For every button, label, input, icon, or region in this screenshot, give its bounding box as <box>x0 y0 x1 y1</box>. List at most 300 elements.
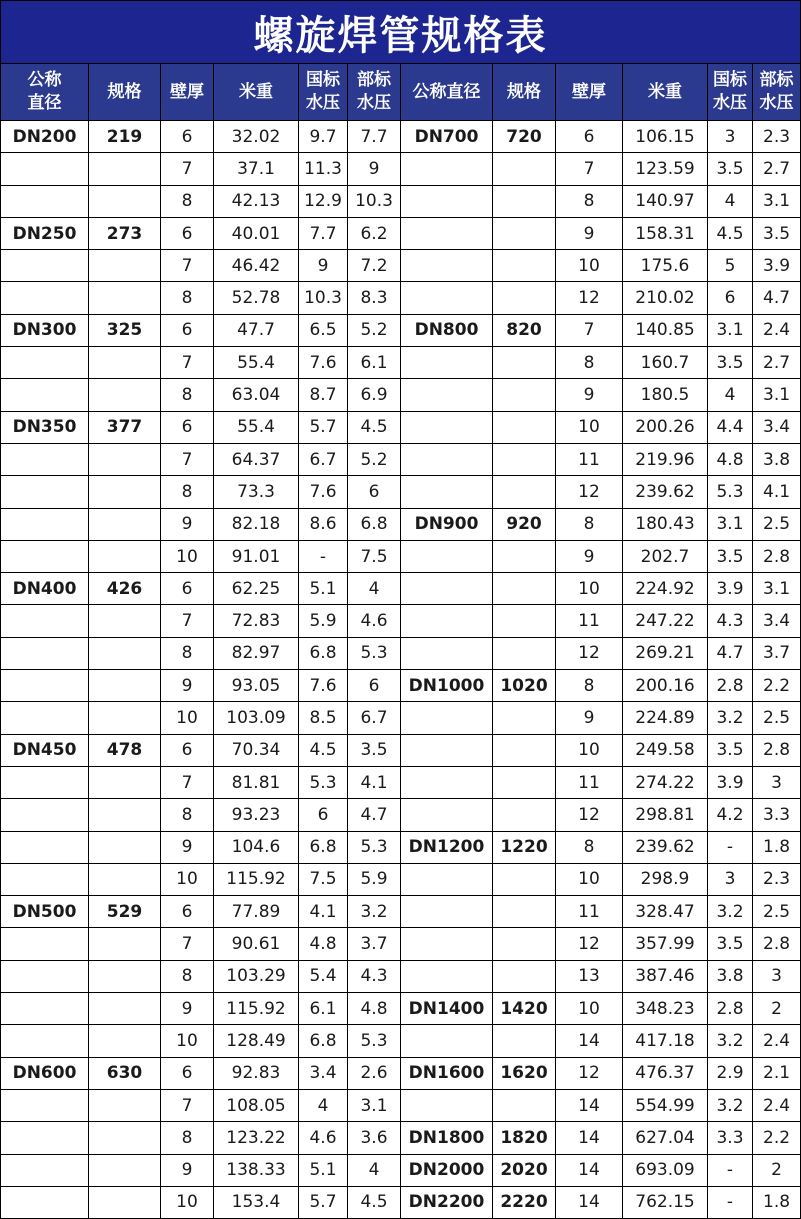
bb-water-pressure-left-cell: 3.2 <box>348 896 401 928</box>
meter-weight-right-cell: 417.18 <box>623 1025 708 1057</box>
title-row <box>1 1 801 64</box>
header-meter-weight-left: 米重 <box>214 64 299 121</box>
wall-thickness-right-cell: 14 <box>556 1186 623 1218</box>
header-gb-water-pressure-right-line1: 国标 <box>713 70 747 91</box>
nominal-diameter-right-cell <box>401 153 493 185</box>
bb-water-pressure-right-cell: 3.3 <box>753 799 801 831</box>
wall-thickness-left-cell: 7 <box>161 928 214 960</box>
spec-left-cell: 219 <box>89 121 161 153</box>
spec-left-cell <box>89 443 161 475</box>
table-row <box>1 928 801 960</box>
meter-weight-right-cell: 219.96 <box>623 443 708 475</box>
bb-water-pressure-left-cell: 4.5 <box>348 1186 401 1218</box>
nominal-diameter-left-cell <box>1 1122 89 1154</box>
bb-water-pressure-right-cell: 2.4 <box>753 314 801 346</box>
gb-water-pressure-right-cell: 3.2 <box>708 702 753 734</box>
meter-weight-right-cell: 387.46 <box>623 960 708 992</box>
gb-water-pressure-right-cell: 2.8 <box>708 993 753 1025</box>
header-bb-water-pressure-left-line2: 水压 <box>357 93 391 113</box>
table-row <box>1 379 801 411</box>
gb-water-pressure-left-cell: 7.6 <box>299 476 348 508</box>
bb-water-pressure-left-cell: 6 <box>348 670 401 702</box>
wall-thickness-right-cell: 14 <box>556 1025 623 1057</box>
meter-weight-right-cell: 106.15 <box>623 121 708 153</box>
spec-right-cell <box>493 863 556 895</box>
meter-weight-left-cell: 153.4 <box>214 1186 299 1218</box>
spec-left-cell <box>89 993 161 1025</box>
spec-right-cell <box>493 573 556 605</box>
gb-water-pressure-left-cell: 7.6 <box>299 670 348 702</box>
meter-weight-left-cell: 128.49 <box>214 1025 299 1057</box>
meter-weight-left-cell: 63.04 <box>214 379 299 411</box>
bb-water-pressure-right-cell: 1.8 <box>753 831 801 863</box>
table-row <box>1 476 801 508</box>
spec-right-cell <box>493 766 556 798</box>
wall-thickness-right-cell: 9 <box>556 702 623 734</box>
spec-left-cell: 426 <box>89 573 161 605</box>
bb-water-pressure-right-cell: 2.8 <box>753 928 801 960</box>
nominal-diameter-left-cell <box>1 863 89 895</box>
wall-thickness-left-cell: 10 <box>161 702 214 734</box>
nominal-diameter-left-cell <box>1 250 89 282</box>
nominal-diameter-left-cell <box>1 993 89 1025</box>
nominal-diameter-right-cell <box>401 960 493 992</box>
nominal-diameter-left-cell <box>1 831 89 863</box>
gb-water-pressure-left-cell: 4.8 <box>299 928 348 960</box>
wall-thickness-left-cell: 7 <box>161 347 214 379</box>
meter-weight-right-cell: 249.58 <box>623 734 708 766</box>
wall-thickness-right-cell: 10 <box>556 250 623 282</box>
spec-left-cell <box>89 1186 161 1218</box>
gb-water-pressure-left-cell: 6 <box>299 799 348 831</box>
spec-right-cell <box>493 250 556 282</box>
wall-thickness-left-cell: 8 <box>161 476 214 508</box>
meter-weight-right-cell: 224.89 <box>623 702 708 734</box>
bb-water-pressure-right-cell: 3.1 <box>753 379 801 411</box>
wall-thickness-left-cell: 6 <box>161 573 214 605</box>
spec-left-cell <box>89 605 161 637</box>
bb-water-pressure-left-cell: 6 <box>348 476 401 508</box>
table-row <box>1 766 801 798</box>
meter-weight-right-cell: 348.23 <box>623 993 708 1025</box>
meter-weight-left-cell: 37.1 <box>214 153 299 185</box>
bb-water-pressure-left-cell: 5.3 <box>348 637 401 669</box>
bb-water-pressure-left-cell: 2.6 <box>348 1057 401 1089</box>
gb-water-pressure-right-cell: 5.3 <box>708 476 753 508</box>
table-row <box>1 347 801 379</box>
meter-weight-left-cell: 91.01 <box>214 540 299 572</box>
wall-thickness-right-cell: 8 <box>556 508 623 540</box>
wall-thickness-right-cell: 8 <box>556 347 623 379</box>
bb-water-pressure-left-cell: 4.6 <box>348 605 401 637</box>
table-row <box>1 573 801 605</box>
meter-weight-left-cell: 115.92 <box>214 863 299 895</box>
spec-right-cell <box>493 734 556 766</box>
nominal-diameter-right-cell: DN1200 <box>401 831 493 863</box>
wall-thickness-left-cell: 8 <box>161 1122 214 1154</box>
gb-water-pressure-right-cell: 3.5 <box>708 928 753 960</box>
table-row <box>1 217 801 249</box>
gb-water-pressure-left-cell: 5.7 <box>299 411 348 443</box>
gb-water-pressure-right-cell: 4.8 <box>708 443 753 475</box>
meter-weight-right-cell: 554.99 <box>623 1089 708 1121</box>
wall-thickness-left-cell: 6 <box>161 217 214 249</box>
gb-water-pressure-left-cell: 8.7 <box>299 379 348 411</box>
wall-thickness-left-cell: 6 <box>161 121 214 153</box>
wall-thickness-right-cell: 10 <box>556 993 623 1025</box>
nominal-diameter-left-cell <box>1 1025 89 1057</box>
nominal-diameter-right-cell <box>401 863 493 895</box>
wall-thickness-right-cell: 10 <box>556 573 623 605</box>
gb-water-pressure-right-cell: 3 <box>708 863 753 895</box>
wall-thickness-right-cell: 12 <box>556 637 623 669</box>
wall-thickness-left-cell: 7 <box>161 250 214 282</box>
nominal-diameter-right-cell: DN1800 <box>401 1122 493 1154</box>
spec-right-cell <box>493 411 556 443</box>
meter-weight-left-cell: 77.89 <box>214 896 299 928</box>
gb-water-pressure-left-cell: 8.6 <box>299 508 348 540</box>
wall-thickness-right-cell: 14 <box>556 1089 623 1121</box>
spec-left-cell <box>89 282 161 314</box>
bb-water-pressure-right-cell: 3.4 <box>753 411 801 443</box>
gb-water-pressure-left-cell: 6.5 <box>299 314 348 346</box>
gb-water-pressure-left-cell: 10.3 <box>299 282 348 314</box>
gb-water-pressure-right-cell: 4.3 <box>708 605 753 637</box>
meter-weight-left-cell: 81.81 <box>214 766 299 798</box>
spec-right-cell <box>493 960 556 992</box>
spec-right-cell <box>493 282 556 314</box>
spec-left-cell: 630 <box>89 1057 161 1089</box>
meter-weight-right-cell: 328.47 <box>623 896 708 928</box>
meter-weight-right-cell: 476.37 <box>623 1057 708 1089</box>
meter-weight-left-cell: 108.05 <box>214 1089 299 1121</box>
bb-water-pressure-left-cell: 4.5 <box>348 411 401 443</box>
gb-water-pressure-right-cell: 3.1 <box>708 508 753 540</box>
nominal-diameter-left-cell: DN600 <box>1 1057 89 1089</box>
gb-water-pressure-right-cell: 3.2 <box>708 1089 753 1121</box>
wall-thickness-right-cell: 14 <box>556 1154 623 1186</box>
bb-water-pressure-right-cell: 2.4 <box>753 1025 801 1057</box>
gb-water-pressure-right-cell: - <box>708 831 753 863</box>
nominal-diameter-right-cell <box>401 637 493 669</box>
header-bb-water-pressure-left-line1: 部标 <box>357 70 391 91</box>
nominal-diameter-right-cell <box>401 1089 493 1121</box>
meter-weight-left-cell: 123.22 <box>214 1122 299 1154</box>
meter-weight-left-cell: 73.3 <box>214 476 299 508</box>
wall-thickness-right-cell: 12 <box>556 928 623 960</box>
bb-water-pressure-right-cell: 4.7 <box>753 282 801 314</box>
spec-left-cell <box>89 766 161 798</box>
gb-water-pressure-left-cell: 4 <box>299 1089 348 1121</box>
header-wall-thickness-left: 壁厚 <box>161 64 214 121</box>
spec-left-cell <box>89 1122 161 1154</box>
gb-water-pressure-left-cell: 5.7 <box>299 1186 348 1218</box>
meter-weight-right-cell: 693.09 <box>623 1154 708 1186</box>
bb-water-pressure-left-cell: 5.9 <box>348 863 401 895</box>
meter-weight-left-cell: 138.33 <box>214 1154 299 1186</box>
meter-weight-left-cell: 93.05 <box>214 670 299 702</box>
gb-water-pressure-left-cell: 4.5 <box>299 734 348 766</box>
spec-right-cell: 1620 <box>493 1057 556 1089</box>
spec-left-cell <box>89 347 161 379</box>
nominal-diameter-left-cell <box>1 637 89 669</box>
wall-thickness-left-cell: 9 <box>161 1154 214 1186</box>
bb-water-pressure-left-cell: 6.8 <box>348 508 401 540</box>
header-bb-water-pressure-left <box>348 64 401 121</box>
spec-right-cell: 720 <box>493 121 556 153</box>
gb-water-pressure-left-cell: 6.7 <box>299 443 348 475</box>
table-row <box>1 670 801 702</box>
gb-water-pressure-left-cell: 5.1 <box>299 1154 348 1186</box>
meter-weight-right-cell: 202.7 <box>623 540 708 572</box>
nominal-diameter-left-cell <box>1 282 89 314</box>
wall-thickness-right-cell: 13 <box>556 960 623 992</box>
spec-left-cell <box>89 702 161 734</box>
spec-left-cell <box>89 637 161 669</box>
gb-water-pressure-left-cell: 5.3 <box>299 766 348 798</box>
meter-weight-left-cell: 40.01 <box>214 217 299 249</box>
gb-water-pressure-left-cell: 12.9 <box>299 185 348 217</box>
spec-left-cell <box>89 250 161 282</box>
gb-water-pressure-left-cell: 7.5 <box>299 863 348 895</box>
spec-right-cell: 1220 <box>493 831 556 863</box>
spec-right-cell: 2220 <box>493 1186 556 1218</box>
table-row <box>1 314 801 346</box>
bb-water-pressure-left-cell: 4 <box>348 573 401 605</box>
bb-water-pressure-left-cell: 4.7 <box>348 799 401 831</box>
nominal-diameter-left-cell <box>1 443 89 475</box>
nominal-diameter-right-cell: DN1000 <box>401 670 493 702</box>
nominal-diameter-right-cell <box>401 185 493 217</box>
gb-water-pressure-right-cell: 3.1 <box>708 314 753 346</box>
nominal-diameter-left-cell: DN400 <box>1 573 89 605</box>
wall-thickness-left-cell: 9 <box>161 993 214 1025</box>
gb-water-pressure-right-cell: 6 <box>708 282 753 314</box>
meter-weight-right-cell: 298.81 <box>623 799 708 831</box>
bb-water-pressure-left-cell: 4.8 <box>348 993 401 1025</box>
bb-water-pressure-left-cell: 7.5 <box>348 540 401 572</box>
header-gb-water-pressure-left <box>299 64 348 121</box>
spec-right-cell <box>493 702 556 734</box>
meter-weight-left-cell: 92.83 <box>214 1057 299 1089</box>
meter-weight-right-cell: 160.7 <box>623 347 708 379</box>
bb-water-pressure-left-cell: 6.1 <box>348 347 401 379</box>
wall-thickness-left-cell: 6 <box>161 734 214 766</box>
bb-water-pressure-right-cell: 3.9 <box>753 250 801 282</box>
table-row <box>1 1025 801 1057</box>
nominal-diameter-right-cell <box>401 540 493 572</box>
meter-weight-right-cell: 762.15 <box>623 1186 708 1218</box>
wall-thickness-left-cell: 8 <box>161 637 214 669</box>
spec-right-cell: 1420 <box>493 993 556 1025</box>
nominal-diameter-right-cell <box>401 896 493 928</box>
header-row <box>1 64 801 121</box>
meter-weight-right-cell: 180.43 <box>623 508 708 540</box>
gb-water-pressure-left-cell: 9 <box>299 250 348 282</box>
header-nominal-diameter-left-line1: 公称 <box>27 70 62 91</box>
wall-thickness-left-cell: 6 <box>161 314 214 346</box>
meter-weight-right-cell: 298.9 <box>623 863 708 895</box>
table-row <box>1 1186 801 1218</box>
meter-weight-right-cell: 224.92 <box>623 573 708 605</box>
wall-thickness-left-cell: 7 <box>161 766 214 798</box>
spec-right-cell <box>493 379 556 411</box>
bb-water-pressure-right-cell: 2.1 <box>753 1057 801 1089</box>
bb-water-pressure-left-cell: 3.6 <box>348 1122 401 1154</box>
header-spec-right: 规格 <box>493 64 556 121</box>
spec-right-cell <box>493 153 556 185</box>
wall-thickness-left-cell: 6 <box>161 1057 214 1089</box>
spec-right-cell <box>493 896 556 928</box>
spec-left-cell: 478 <box>89 734 161 766</box>
table-row <box>1 443 801 475</box>
wall-thickness-right-cell: 9 <box>556 217 623 249</box>
meter-weight-left-cell: 82.97 <box>214 637 299 669</box>
wall-thickness-right-cell: 10 <box>556 411 623 443</box>
wall-thickness-left-cell: 8 <box>161 282 214 314</box>
bb-water-pressure-left-cell: 6.7 <box>348 702 401 734</box>
wall-thickness-right-cell: 10 <box>556 863 623 895</box>
header-nominal-diameter-right: 公称直径 <box>401 64 493 121</box>
nominal-diameter-right-cell: DN900 <box>401 508 493 540</box>
gb-water-pressure-left-cell: 3.4 <box>299 1057 348 1089</box>
header-spec-left: 规格 <box>89 64 161 121</box>
spec-left-cell <box>89 1089 161 1121</box>
nominal-diameter-left-cell <box>1 605 89 637</box>
gb-water-pressure-left-cell: 5.1 <box>299 573 348 605</box>
bb-water-pressure-left-cell: 9 <box>348 153 401 185</box>
nominal-diameter-right-cell <box>401 411 493 443</box>
meter-weight-left-cell: 70.34 <box>214 734 299 766</box>
table-row <box>1 1154 801 1186</box>
bb-water-pressure-left-cell: 3.5 <box>348 734 401 766</box>
meter-weight-left-cell: 103.09 <box>214 702 299 734</box>
bb-water-pressure-right-cell: 2.5 <box>753 508 801 540</box>
spec-right-cell <box>493 476 556 508</box>
nominal-diameter-right-cell <box>401 573 493 605</box>
table-row <box>1 863 801 895</box>
spec-left-cell <box>89 799 161 831</box>
nominal-diameter-right-cell <box>401 217 493 249</box>
table-row <box>1 1122 801 1154</box>
gb-water-pressure-left-cell: 8.5 <box>299 702 348 734</box>
bb-water-pressure-right-cell: 3.1 <box>753 573 801 605</box>
spec-left-cell <box>89 863 161 895</box>
gb-water-pressure-right-cell: 3.5 <box>708 347 753 379</box>
bb-water-pressure-left-cell: 5.3 <box>348 1025 401 1057</box>
bb-water-pressure-right-cell: 3.5 <box>753 217 801 249</box>
nominal-diameter-right-cell <box>401 1025 493 1057</box>
header-gb-water-pressure-right-line2: 水压 <box>713 93 747 113</box>
spec-right-cell <box>493 347 556 379</box>
gb-water-pressure-left-cell: 5.4 <box>299 960 348 992</box>
meter-weight-right-cell: 210.02 <box>623 282 708 314</box>
meter-weight-right-cell: 627.04 <box>623 1122 708 1154</box>
spec-left-cell <box>89 508 161 540</box>
wall-thickness-right-cell: 12 <box>556 1057 623 1089</box>
table-row <box>1 508 801 540</box>
spec-right-cell <box>493 605 556 637</box>
gb-water-pressure-right-cell: 3.5 <box>708 734 753 766</box>
wall-thickness-left-cell: 8 <box>161 960 214 992</box>
spec-right-cell <box>493 185 556 217</box>
gb-water-pressure-right-cell: 4.2 <box>708 799 753 831</box>
nominal-diameter-right-cell: DN800 <box>401 314 493 346</box>
gb-water-pressure-left-cell: 9.7 <box>299 121 348 153</box>
bb-water-pressure-right-cell: 3 <box>753 960 801 992</box>
meter-weight-right-cell: 140.97 <box>623 185 708 217</box>
gb-water-pressure-left-cell: 7.6 <box>299 347 348 379</box>
nominal-diameter-left-cell <box>1 702 89 734</box>
gb-water-pressure-right-cell: - <box>708 1154 753 1186</box>
table-row <box>1 831 801 863</box>
wall-thickness-right-cell: 8 <box>556 670 623 702</box>
wall-thickness-right-cell: 11 <box>556 766 623 798</box>
nominal-diameter-left-cell <box>1 379 89 411</box>
spec-right-cell <box>493 799 556 831</box>
header-gb-water-pressure-left-line1: 国标 <box>306 70 340 91</box>
meter-weight-right-cell: 140.85 <box>623 314 708 346</box>
wall-thickness-left-cell: 10 <box>161 863 214 895</box>
nominal-diameter-left-cell <box>1 540 89 572</box>
gb-water-pressure-right-cell: 3.9 <box>708 766 753 798</box>
nominal-diameter-left-cell <box>1 153 89 185</box>
spec-left-cell <box>89 379 161 411</box>
wall-thickness-right-cell: 6 <box>556 121 623 153</box>
meter-weight-right-cell: 357.99 <box>623 928 708 960</box>
bb-water-pressure-right-cell: 2.8 <box>753 540 801 572</box>
table-row <box>1 960 801 992</box>
meter-weight-left-cell: 104.6 <box>214 831 299 863</box>
bb-water-pressure-right-cell: 2.8 <box>753 734 801 766</box>
spec-right-cell <box>493 928 556 960</box>
gb-water-pressure-left-cell: 11.3 <box>299 153 348 185</box>
meter-weight-right-cell: 175.6 <box>623 250 708 282</box>
bb-water-pressure-right-cell: 3 <box>753 766 801 798</box>
meter-weight-left-cell: 62.25 <box>214 573 299 605</box>
nominal-diameter-left-cell <box>1 766 89 798</box>
wall-thickness-left-cell: 6 <box>161 411 214 443</box>
nominal-diameter-left-cell: DN300 <box>1 314 89 346</box>
nominal-diameter-left-cell: DN500 <box>1 896 89 928</box>
wall-thickness-right-cell: 12 <box>556 799 623 831</box>
spec-left-cell <box>89 476 161 508</box>
nominal-diameter-right-cell: DN700 <box>401 121 493 153</box>
wall-thickness-right-cell: 11 <box>556 605 623 637</box>
gb-water-pressure-right-cell: 4.7 <box>708 637 753 669</box>
wall-thickness-right-cell: 7 <box>556 153 623 185</box>
bb-water-pressure-right-cell: 4.1 <box>753 476 801 508</box>
bb-water-pressure-right-cell: 3.1 <box>753 185 801 217</box>
nominal-diameter-left-cell: DN200 <box>1 121 89 153</box>
bb-water-pressure-left-cell: 6.9 <box>348 379 401 411</box>
nominal-diameter-right-cell <box>401 702 493 734</box>
wall-thickness-right-cell: 8 <box>556 185 623 217</box>
wall-thickness-left-cell: 8 <box>161 379 214 411</box>
nominal-diameter-left-cell <box>1 1154 89 1186</box>
gb-water-pressure-right-cell: 3.5 <box>708 153 753 185</box>
meter-weight-left-cell: 72.83 <box>214 605 299 637</box>
gb-water-pressure-left-cell: 5.9 <box>299 605 348 637</box>
meter-weight-right-cell: 239.62 <box>623 831 708 863</box>
gb-water-pressure-left-cell: - <box>299 540 348 572</box>
nominal-diameter-right-cell <box>401 734 493 766</box>
wall-thickness-left-cell: 9 <box>161 831 214 863</box>
table-row <box>1 799 801 831</box>
gb-water-pressure-right-cell: 2.8 <box>708 670 753 702</box>
gb-water-pressure-right-cell: 3.8 <box>708 960 753 992</box>
spec-left-cell <box>89 670 161 702</box>
